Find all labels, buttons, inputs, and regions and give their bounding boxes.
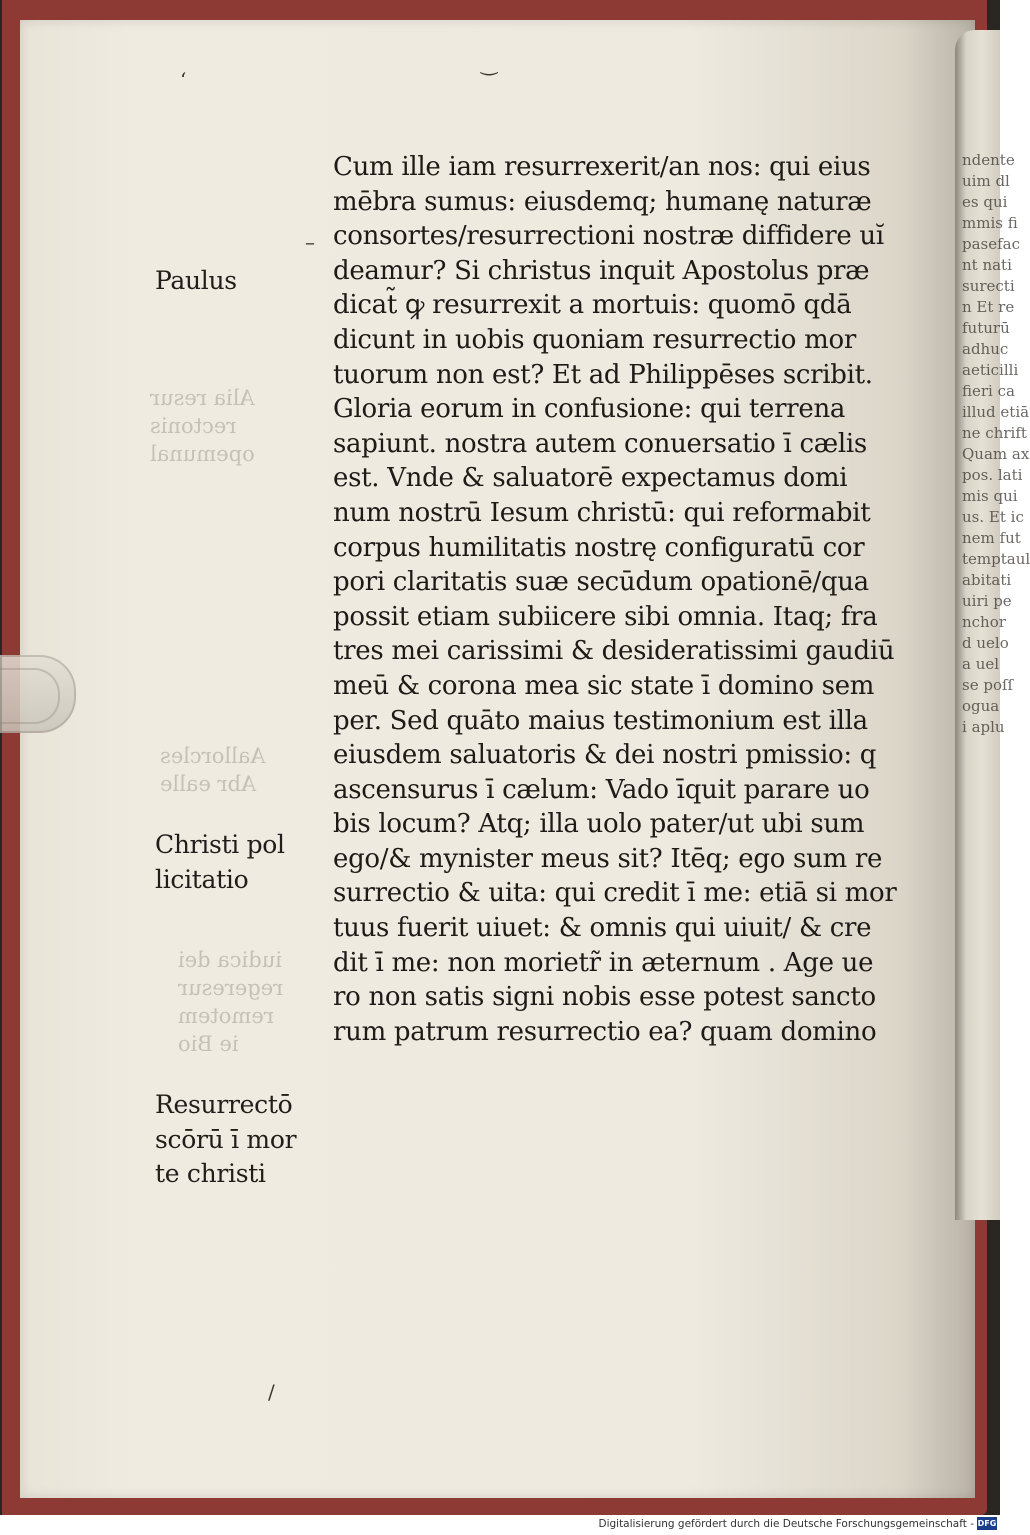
bleed-line: remotem	[178, 1004, 274, 1028]
facing-text-line: d uelo	[962, 634, 1009, 652]
facing-text-line: ne chrift	[962, 424, 1027, 442]
main-text-block	[333, 150, 897, 1049]
text-line: dit ī me: non morietr̃ in æternum . Age ue	[333, 947, 874, 978]
margin-note-resurrectio	[155, 1088, 296, 1192]
text-line: mēbra sumus: eiusdemq; humanę naturæ	[333, 186, 872, 217]
bleed-line: regeresur	[178, 976, 284, 1000]
text-line: corpus humilitatis nostrę configuratū cor	[333, 532, 865, 563]
margin-note-line: Resurrectō	[155, 1090, 293, 1119]
footer-credit: Digitalisierung gefördert durch die Deutsche Forschungsgemeinschaft -	[598, 1518, 974, 1530]
text-line: ro non satis signi nobis esse potest sancto	[333, 982, 876, 1013]
facing-text-line: nem fut	[962, 529, 1021, 547]
text-line: meū & corona mea sic state ī domino sem	[333, 670, 875, 701]
facing-text-line: nchor	[962, 613, 1006, 631]
text-line: Gloria eorum in confusione: qui terrena	[333, 394, 846, 425]
facing-text-line: aeticilli	[962, 361, 1019, 379]
facing-text-line: se poſſ	[962, 676, 1014, 694]
bleed-line: Alia resur	[150, 386, 255, 410]
facing-text-line: n Et re	[962, 298, 1015, 316]
facing-text-line: ndente	[962, 151, 1015, 169]
facing-text-line: mis qui	[962, 487, 1018, 505]
facing-text-line: a uel	[962, 655, 1000, 673]
facing-text-line: nt nati	[962, 256, 1012, 274]
text-line: surrectio & uita: qui credit ī me: etiā si mor	[333, 878, 897, 909]
bleed-line: Aallorcles	[160, 744, 266, 768]
bleed-through-note-3	[178, 946, 298, 1058]
page-mark: ʻ	[180, 68, 187, 92]
facing-text-line: uiri pe	[962, 592, 1012, 610]
bleed-line: opemunal	[150, 442, 255, 466]
margin-note-line: scōrū ī mor	[155, 1124, 297, 1154]
text-line: rum patrum resurrectio ea? quam domino	[333, 1016, 877, 1047]
facing-text-line: pos. lati	[962, 466, 1023, 484]
text-line: sapiunt. nostra autem conuersatio ī cælis	[333, 428, 867, 459]
text-line: bis locum? Atq; illa uolo pater/ut ubi sum	[333, 809, 865, 840]
margin-note-paulus	[155, 264, 237, 299]
facing-text-line: Quam ax	[962, 445, 1030, 463]
text-line: per. Sed quāto maius testimonium est illa	[333, 705, 868, 736]
facing-text-line: futurū	[962, 319, 1010, 337]
facing-text-line: mmis fi	[962, 214, 1018, 232]
facing-text-line: surecti	[962, 277, 1015, 295]
text-line: tuorum non est? Et ad Philippēses scribit.	[333, 359, 873, 390]
margin-note-christi-pollicitatio	[155, 828, 285, 897]
text-line: num nostrū Iesum christū: qui reformabit	[333, 497, 871, 528]
text-line: dicat̃ ꝙ resurrexit a mortuis: quomō qdā	[333, 290, 852, 321]
facing-text-line: pasefac	[962, 235, 1021, 253]
facing-text-line: ogua	[962, 697, 1000, 715]
text-line: tres mei carissimi & desideratissimi gaudiū	[333, 636, 895, 667]
facing-text-line: i aplu	[962, 718, 1005, 736]
text-line: tuus fuerit uiuet: & omnis qui uiuit/ & cre	[333, 913, 872, 944]
text-line: Cum ille iam resurrexerit/an nos: qui eius	[333, 152, 871, 182]
bleed-through-note-1	[150, 384, 270, 468]
text-line: ego/& mynister meus sit? Itēq; ego sum re	[333, 843, 883, 874]
dfg-logo: DFG	[977, 1519, 997, 1528]
text-line: possit etiam subiicere sibi omnia. Itaq; fra	[333, 601, 878, 632]
facing-text-line: fieri ca	[962, 382, 1015, 400]
facing-text-line: us. Et ic	[962, 508, 1024, 526]
text-line: deamur? Si christus inquit Apostolus præ	[333, 255, 870, 286]
bleed-line: ie Bio	[178, 1032, 239, 1056]
text-line: eiusdem saluatoris & dei nostri pmissio: q	[333, 740, 877, 771]
margin-note-line: Paulus	[155, 266, 237, 295]
text-line: dicunt in uobis quoniam resurrectio mor	[333, 324, 856, 355]
facing-text-line: es qui	[962, 193, 1008, 211]
facing-text-line: abitati	[962, 571, 1012, 589]
facing-page-text	[962, 150, 1030, 1210]
bleed-line: iudica dei	[178, 948, 282, 972]
page-clip-inner	[0, 668, 60, 724]
bleed-line: Abr ealle	[160, 772, 257, 796]
facing-text-line: illud etiā	[962, 403, 1030, 421]
page-mark: ‿	[481, 52, 498, 76]
margin-note-line: Christi pol	[155, 830, 285, 859]
line-marker: –	[305, 230, 315, 254]
facing-text-line: adhuc	[962, 340, 1009, 358]
text-line: est. Vnde & saluatorē expectamus domi	[333, 463, 848, 494]
text-line: ascensurus ī cælum: Vado īquit parare uo	[333, 774, 870, 805]
bleed-through-note-2	[160, 742, 280, 798]
text-line: consortes/resurrectioni nostræ diffidere uĭ	[333, 221, 884, 252]
bleed-line: rectonis	[150, 414, 237, 438]
margin-note-line: licitatio	[155, 864, 249, 894]
text-line: pori claritatis suæ secūdum opationē/qua	[333, 567, 869, 598]
margin-note-line: te christi	[155, 1159, 266, 1189]
facing-text-line: temptaul	[962, 550, 1030, 568]
page-mark: /	[268, 1380, 275, 1404]
facing-text-line: uim dl	[962, 172, 1010, 190]
